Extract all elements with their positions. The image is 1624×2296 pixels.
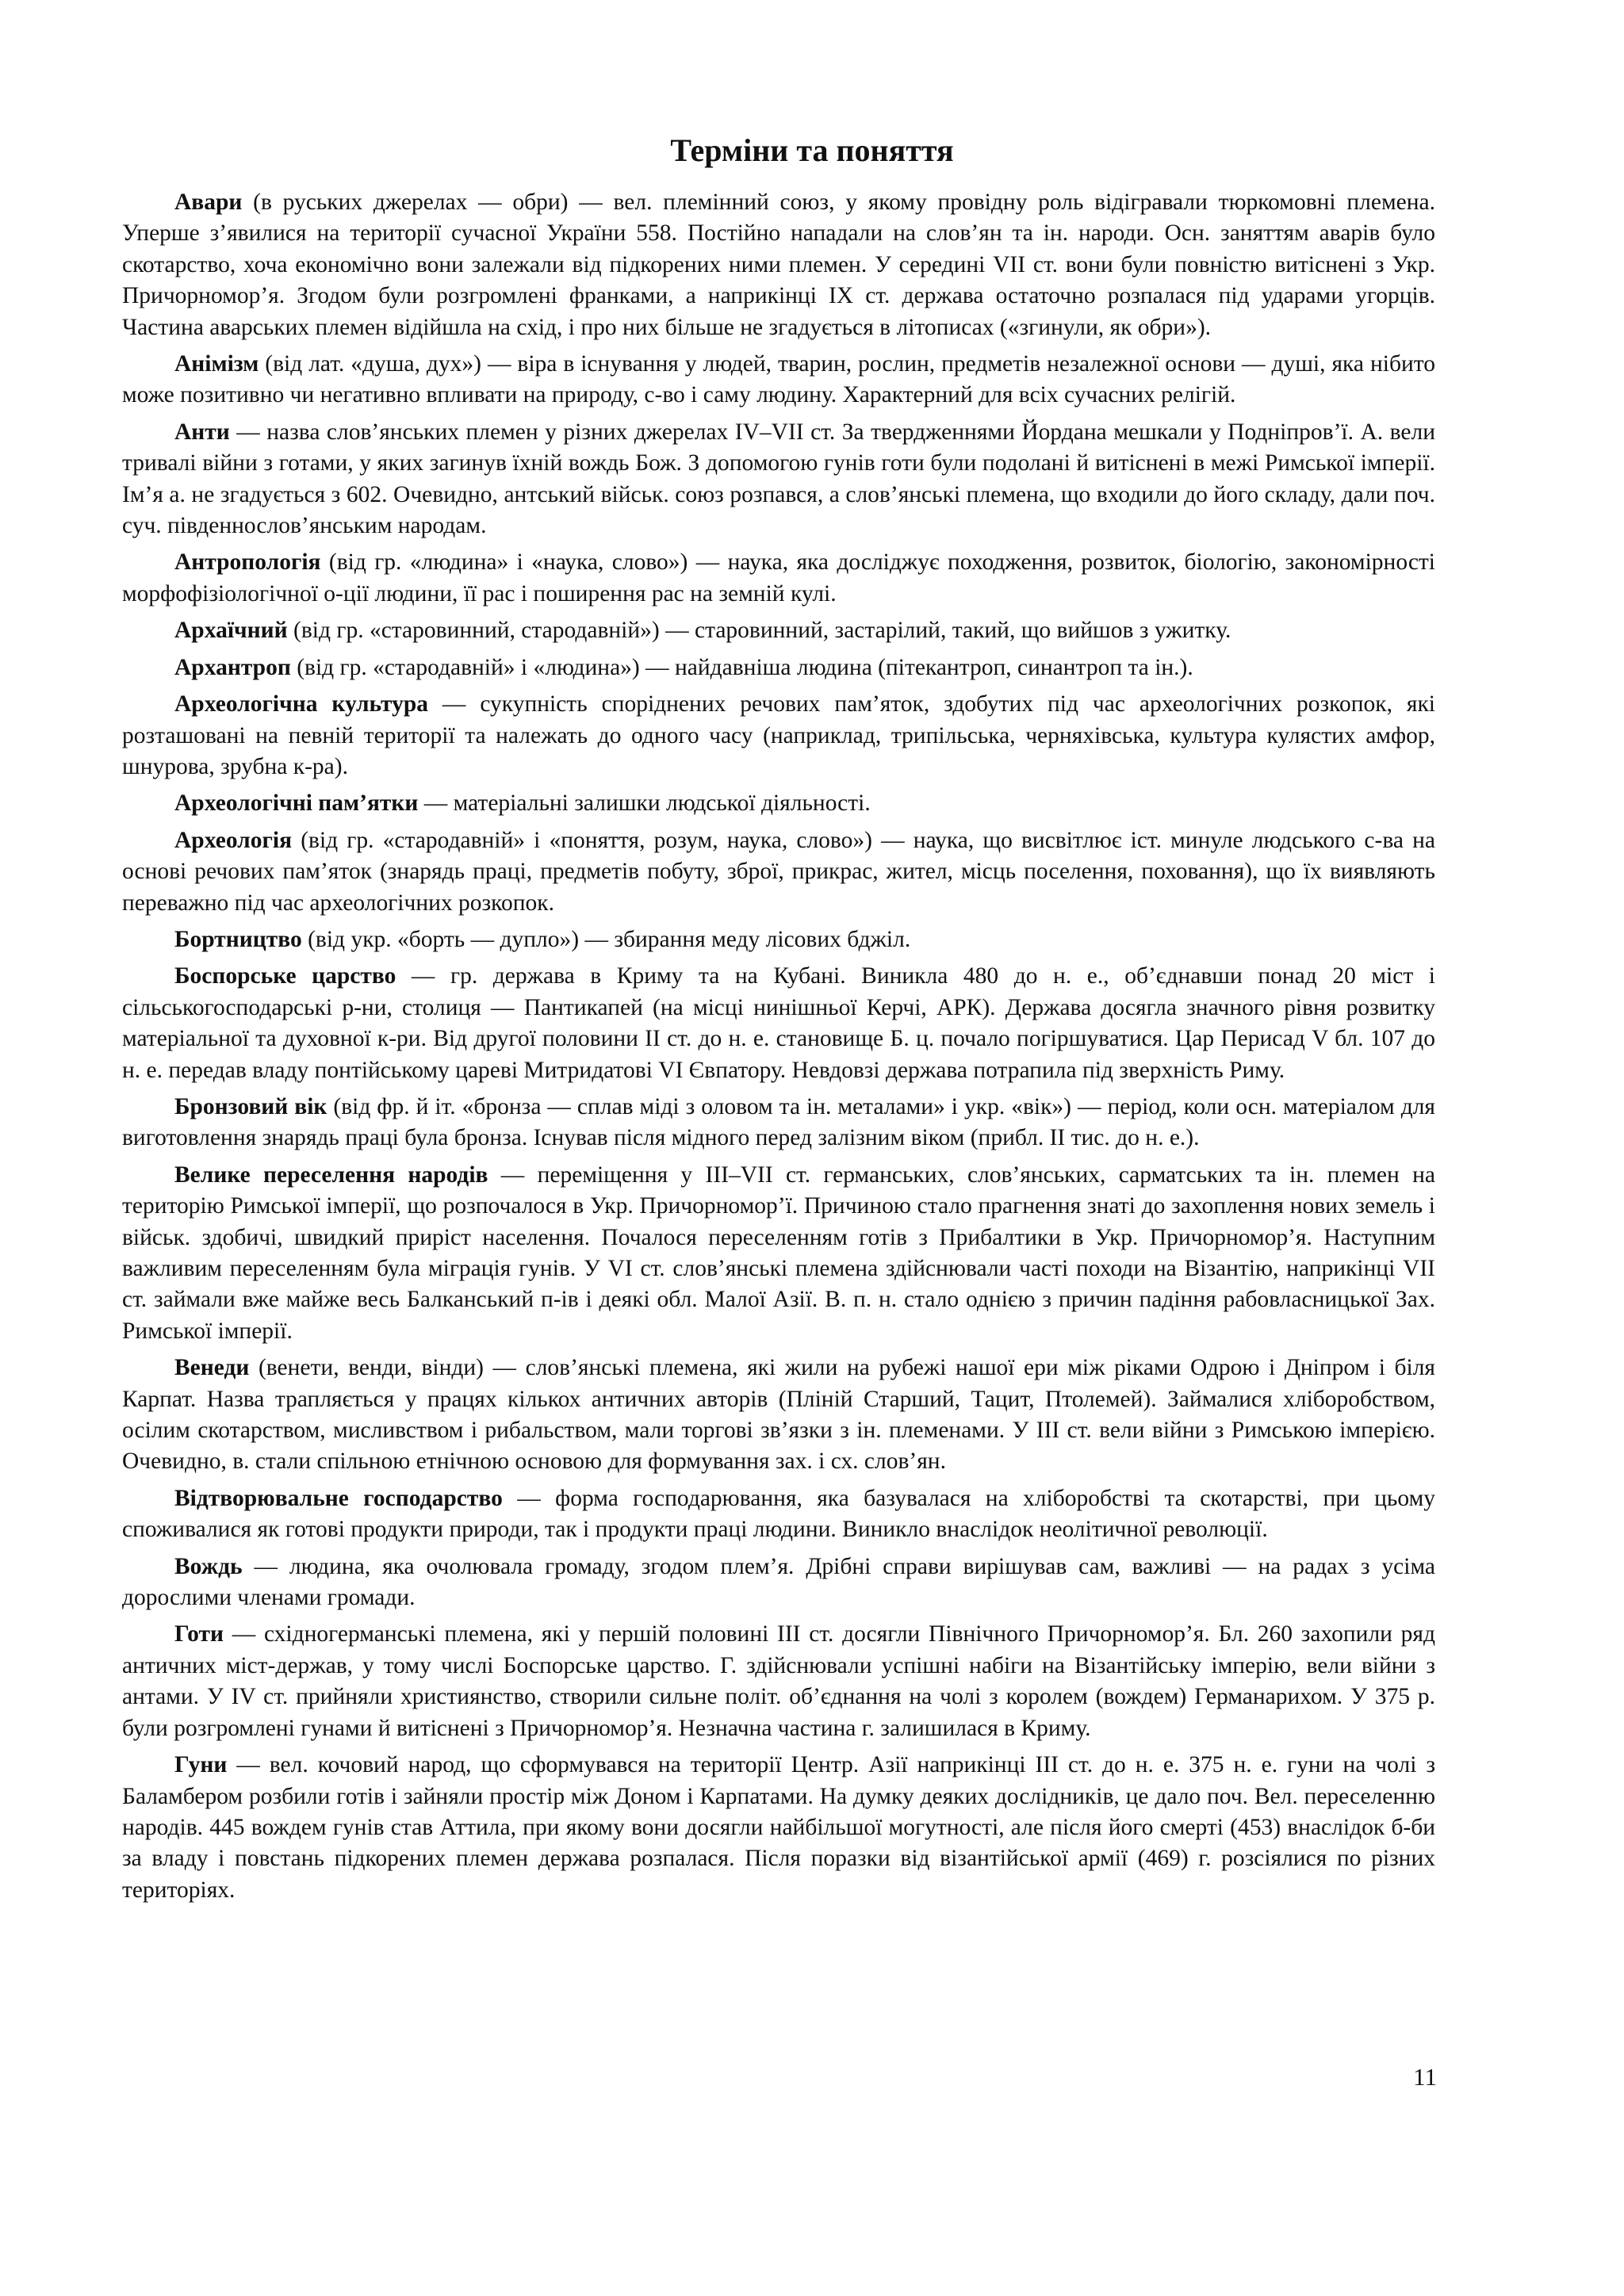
glossary-entry-antropolohiia — [122, 547, 1435, 610]
glossary-entry-arkheolohichni-pamiatky — [122, 788, 1435, 819]
term-name: Археологічні пам’ятки — [174, 790, 419, 817]
term-name: Археологічна культура — [174, 691, 428, 718]
term-definition: — сукупність споріднених речових пам’яток, здобутих під час археологічних розкопок, які розташовані на певній території та належать до одного часу (наприклад, трипільська, черняхівська, культура кулястих амфор, шнурова, зрубна к-ра). — [122, 691, 1435, 779]
term-definition: (від лат. «душа, дух») — віра в існування у людей, тварин, рослин, предметів незалежної основи — душі, яка нібито може позитивно чи негативно впливати на природу, с-во і саму людину. Характерний для всіх сучасних релігій. — [122, 351, 1435, 408]
term-definition: — матеріальні залишки людської діяльності. — [418, 790, 871, 817]
term-name: Анімізм — [174, 351, 259, 377]
glossary-entry-bosporske-tsarstvo — [122, 961, 1435, 1086]
term-definition: (від гр. «людина» і «наука, слово») — наука, яка досліджує походження, розвиток, біологію, закономірності морфофізіологічної о-ції людини, її рас і поширення рас на земній кулі. — [122, 549, 1435, 607]
glossary-entry-animizm — [122, 349, 1435, 411]
term-definition: (в руських джерелах — обри) — вел. племінний союз, у якому провідну роль відігравали тюркомовні племена. Уперше з’явилися на території сучасної України 558. Постійно нападали на слов’ян та ін. народи. Осн. заняттям аварів було скотарство, хоча економічно вони залежали від підкорених ними племен. У середині VII ст. вони були повністю витіснені з Укр. Причорномор’я. Згодом були розгромлені франками, а наприкінці IX ст. держава остаточно розпалася під ударами угорців. Частина аварських племен відійшла на схід, і про них більше не згадується в літописах («згинули, як обри»). — [122, 189, 1435, 340]
glossary-entry-vidtvoriuvalne-hospodarstvo — [122, 1483, 1435, 1546]
term-definition: — переміщення у III–VII ст. германських, слов’янських, сарматських та ін. племен на територію Римської імперії, що розпочалося в Укр. Причорномор’ї. Причиною стало прагнення знаті до захоплення нових земель і військ. здобичі, швидкий приріст населення. Почалося переселенням готів з Прибалтики в Укр. Причорномор’я. Наступним важливим переселенням була міграція гунів. У VI ст. слов’янські племена здійснювали часті походи на Візантію, наприкінці VII ст. займали вже майже весь Балканський п-ів і деякі обл. Малої Азії. В. п. н. стало однією з причин падіння рабовласницької Зах. Римської імперії. — [122, 1161, 1435, 1344]
term-name: Боспорське царство — [174, 963, 396, 989]
glossary-entry-vozhd — [122, 1552, 1435, 1614]
term-name: Готи — [174, 1621, 224, 1647]
glossary-entry-avary — [122, 187, 1435, 343]
term-definition: — східногерманські племена, які у першій половині III ст. досягли Північного Причорномор’я. Бл. 260 захопили ряд античних міст-держав, у тому числі Боспорське царство. Г. здійснювали успішні набіги на Візантійську імперію, вели війни з антами. У IV ст. прийняли християнство, створили сильне політ. об’єднання на чолі з королем (вождем) Германарихом. У 375 р. були розгромлені гунами й витіснені з Причорномор’я. Незначна частина г. залишилася в Криму. — [122, 1621, 1435, 1741]
term-definition: (від гр. «стародавній» і «поняття, розум, наука, слово») — наука, що висвітлює іст. минуле людського с-ва на основі речових пам’яток (знарядь праці, предметів побуту, зброї, прикрас, жител, місць поселення, поховання), що їх виявляють переважно під час археологічних розкопок. — [122, 827, 1435, 916]
glossary-entry-arkheolohichna-kultura — [122, 689, 1435, 783]
term-name: Велике переселення народів — [174, 1161, 488, 1188]
page-title: Терміни та поняття — [670, 132, 954, 168]
term-name: Архаїчний — [174, 618, 288, 644]
term-definition: — вел. кочовий народ, що сформувався на території Центр. Азії наприкінці III ст. до н. е. 375 н. е. гуни на чолі з Баламбером розбили готів і зайняли простір між Доном і Карпатами. На думку деяких дослідників, це дало поч. Вел. переселенню народів. 445 вождем гунів став Аттила, при якому вони досягли найбільшої могутності, але після його смерті (453) внаслідок б-би за владу і повстань підкорених племен держава розпалася. Після поразки від візантійської армії (469) г. розсіялися по різних територіях. — [122, 1752, 1435, 1903]
term-name: Археологія — [174, 827, 293, 853]
term-definition: — назва слов’янських племен у різних джерелах IV–VII ст. За твердженнями Йордана мешкали у Подніпров’ї. А. вели тривалі війни з готами, у яких загинув їхній вождь Бож. З допомогою гунів готи були подолані й витіснені в межі Римської імперії. Ім’я а. не згадується з 602. Очевидно, антський військ. союз розпався, а слов’янські племена, що входили до його складу, дали поч. суч. південнослов’янським народам. — [122, 419, 1435, 539]
glossary-entry-huny — [122, 1750, 1435, 1906]
term-name: Гуни — [174, 1752, 228, 1778]
glossary-entry-bortnytstvo — [122, 924, 1435, 955]
term-name: Бортництво — [174, 926, 302, 952]
glossary-entry-venedy — [122, 1353, 1435, 1478]
term-name: Бронзовий вік — [174, 1093, 327, 1119]
term-name: Вождь — [174, 1553, 243, 1579]
page-number: 11 — [1413, 2063, 1437, 2091]
glossary-entry-bronzovyi-vik — [122, 1092, 1435, 1154]
term-definition: (від гр. «старовинний, стародавній») — старовинний, застарілий, такий, що вийшов з ужитку. — [287, 618, 1231, 644]
term-definition: — людина, яка очолювала громаду, згодом плем’я. Дрібні справи вирішував сам, важливі — на радах з усіма дорослими членами громади. — [122, 1553, 1435, 1611]
term-name: Анти — [174, 419, 230, 445]
term-name: Авари — [174, 189, 243, 215]
term-definition: — форма господарювання, яка базувалася на хліборобстві та скотарстві, при цьому споживалися як готові продукти природи, так і продукти праці людини. Виникло внаслідок неолітичної революції. — [122, 1485, 1435, 1543]
glossary-entry-velyke-pereselennia — [122, 1160, 1435, 1347]
term-name: Венеди — [174, 1355, 250, 1381]
term-name: Відтворювальне господарство — [174, 1485, 503, 1511]
term-definition: (від гр. «стародавній» і «людина») — найдавніша людина (пітекантроп, синантроп та ін.). — [290, 654, 1193, 680]
glossary — [122, 187, 1435, 1911]
glossary-entry-arkhantrop — [122, 652, 1435, 683]
glossary-entry-hoty — [122, 1619, 1435, 1744]
term-name: Антропологія — [174, 549, 321, 576]
glossary-entry-arkhaichnyi — [122, 615, 1435, 646]
glossary-entry-arkheolohiia — [122, 825, 1435, 919]
term-definition: (від фр. й іт. «бронза — сплав міді з оловом та ін. металами» і укр. «вік») — період, коли осн. матеріалом для виготовлення знарядь праці була бронза. Існував після мідного перед залізним віком (прибл. II тис. до н. е.). — [122, 1093, 1435, 1151]
term-definition: (венети, венди, вінди) — слов’янські племена, які жили на рубежі нашої ери між ріками Одрою і Дніпром і біля Карпат. Назва трапляється у працях кількох античних авторів (Пліній Старший, Тацит, Птолемей). Займалися хліборобством, осілим скотарством, мисливством і рибальством, мали торгові зв’язки з ін. племенами. У III ст. вели війни з Римською імперією. Очевидно, в. стали спільною етнічною основою для формування зах. і сх. слов’ян. — [122, 1355, 1435, 1475]
term-name: Архантроп — [174, 654, 291, 680]
glossary-entry-anty — [122, 417, 1435, 542]
term-definition: — гр. держава в Криму та на Кубані. Виникла 480 до н. е., об’єднавши понад 20 міст і сільськогосподарські р-ни, столиця — Пантикапей (на місці нинішньої Керчі, АРК). Держава досягла значного рівня розвитку матеріальної та духовної к-ри. Від другої половини II ст. до н. е. становище Б. ц. почало погіршуватися. Цар Перисад V бл. 107 до н. е. передав владу понтійському цареві Митридатові VI Євпатору. Невдовзі держава потрапила під зверхність Риму. — [122, 963, 1435, 1083]
term-definition: (від укр. «борть — дупло») — збирання меду лісових бджіл. — [301, 926, 911, 952]
